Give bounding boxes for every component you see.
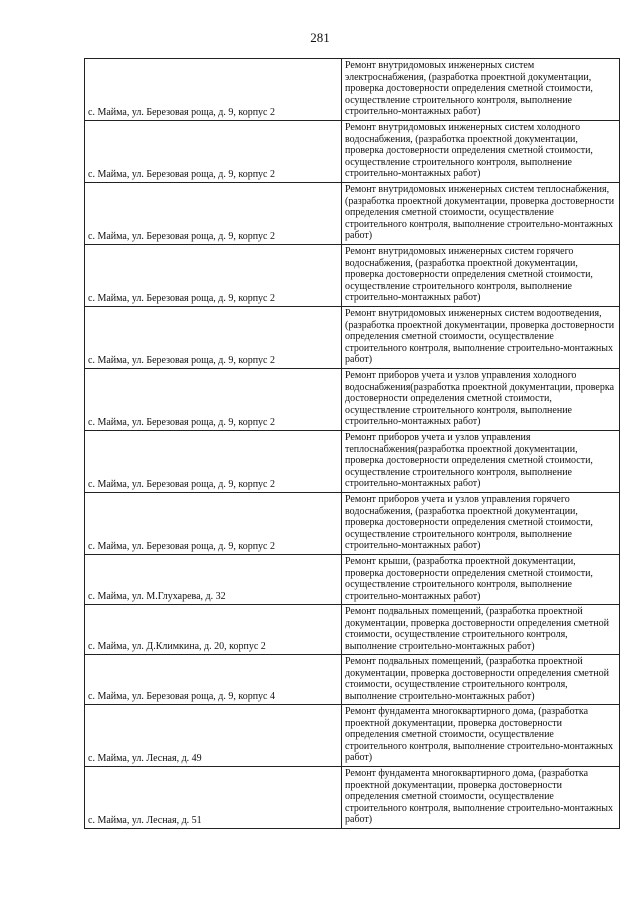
work-description-cell: Ремонт фундамента многоквартирного дома, (разработка проектной документации, проверка достоверности определения сметной стоимости, осуществление строительного контроля, выполнение строительно-монтажных работ) xyxy=(342,767,620,829)
work-description-cell: Ремонт приборов учета и узлов управления теплоснабжения(разработка проектной документации, проверка достоверности определения сметной стоимости, осуществление строительного контроля, выполнение строительно-монтажных работ) xyxy=(342,431,620,493)
work-description-cell: Ремонт фундамента многоквартирного дома, (разработка проектной документации, проверка достоверности определения сметной стоимости, осуществление строительного контроля, выполнение строительно-монтажных работ) xyxy=(342,705,620,767)
table-row xyxy=(85,655,620,705)
work-description-cell: Ремонт крыши, (разработка проектной документации, проверка достоверности определения сметной стоимости, осуществление строительного контроля, выполнение строительно-монтажных работ) xyxy=(342,555,620,605)
table-row xyxy=(85,59,620,121)
address-cell: с. Майма, ул. Лесная, д. 49 xyxy=(85,705,342,767)
address-cell: с. Майма, ул. Березовая роща, д. 9, корпус 2 xyxy=(85,245,342,307)
table-row xyxy=(85,121,620,183)
table-row xyxy=(85,369,620,431)
works-table-body xyxy=(85,59,620,829)
work-description-cell: Ремонт приборов учета и узлов управления горячего водоснабжения, (разработка проектной документации, проверка достоверности определения сметной стоимости, осуществление строительного контроля, выполнение строительно-монтажных работ) xyxy=(342,493,620,555)
work-description-cell: Ремонт приборов учета и узлов управления холодного водоснабжения(разработка проектной документации, проверка достоверности определения сметной стоимости, осуществление строительного контроля, выполнение строительно-монтажных работ) xyxy=(342,369,620,431)
address-cell: с. Майма, ул. Березовая роща, д. 9, корпус 2 xyxy=(85,183,342,245)
work-description-cell: Ремонт внутридомовых инженерных систем водоотведения, (разработка проектной документации, проверка достоверности определения сметной стоимости, осуществление строительного контроля, выполнение строительно-монтажных работ) xyxy=(342,307,620,369)
table-row xyxy=(85,431,620,493)
table-row xyxy=(85,767,620,829)
work-description-cell: Ремонт внутридомовых инженерных систем электроснабжения, (разработка проектной документации, проверка достоверности определения сметной стоимости, осуществление строительного контроля, выполнение строительно-монтажных работ) xyxy=(342,59,620,121)
works-table xyxy=(84,58,620,829)
table-row xyxy=(85,307,620,369)
work-description-cell: Ремонт подвальных помещений, (разработка проектной документации, проверка достоверности определения сметной стоимости, осуществление строительного контроля, выполнение строительно-монтажных работ) xyxy=(342,605,620,655)
address-cell: с. Майма, ул. Березовая роща, д. 9, корпус 2 xyxy=(85,121,342,183)
address-cell: с. Майма, ул. Березовая роща, д. 9, корпус 2 xyxy=(85,431,342,493)
page-number: 281 xyxy=(310,30,330,45)
table-row xyxy=(85,245,620,307)
table-row xyxy=(85,705,620,767)
address-cell: с. Майма, ул. Березовая роща, д. 9, корпус 2 xyxy=(85,369,342,431)
table-row xyxy=(85,555,620,605)
work-description-cell: Ремонт подвальных помещений, (разработка проектной документации, проверка достоверности определения сметной стоимости, осуществление строительного контроля, выполнение строительно-монтажных работ) xyxy=(342,655,620,705)
address-cell: с. Майма, ул. Д.Климкина, д. 20, корпус 2 xyxy=(85,605,342,655)
work-description-cell: Ремонт внутридомовых инженерных систем теплоснабжения, (разработка проектной документации, проверка достоверности определения сметной стоимости, осуществление строительного контроля, выполнение строительно-монтажных работ) xyxy=(342,183,620,245)
address-cell: с. Майма, ул. Березовая роща, д. 9, корпус 2 xyxy=(85,493,342,555)
address-cell: с. Майма, ул. М.Глухарева, д. 32 xyxy=(85,555,342,605)
table-row xyxy=(85,493,620,555)
table-row xyxy=(85,183,620,245)
work-description-cell: Ремонт внутридомовых инженерных систем холодного водоснабжения, (разработка проектной документации, проверка достоверности определения сметной стоимости, осуществление строительного контроля, выполнение строительно-монтажных работ) xyxy=(342,121,620,183)
address-cell: с. Майма, ул. Лесная, д. 51 xyxy=(85,767,342,829)
table-row xyxy=(85,605,620,655)
address-cell: с. Майма, ул. Березовая роща, д. 9, корпус 4 xyxy=(85,655,342,705)
address-cell: с. Майма, ул. Березовая роща, д. 9, корпус 2 xyxy=(85,307,342,369)
work-description-cell: Ремонт внутридомовых инженерных систем горячего водоснабжения, (разработка проектной документации, проверка достоверности определения сметной стоимости, осуществление строительного контроля, выполнение строительно-монтажных работ) xyxy=(342,245,620,307)
address-cell: с. Майма, ул. Березовая роща, д. 9, корпус 2 xyxy=(85,59,342,121)
